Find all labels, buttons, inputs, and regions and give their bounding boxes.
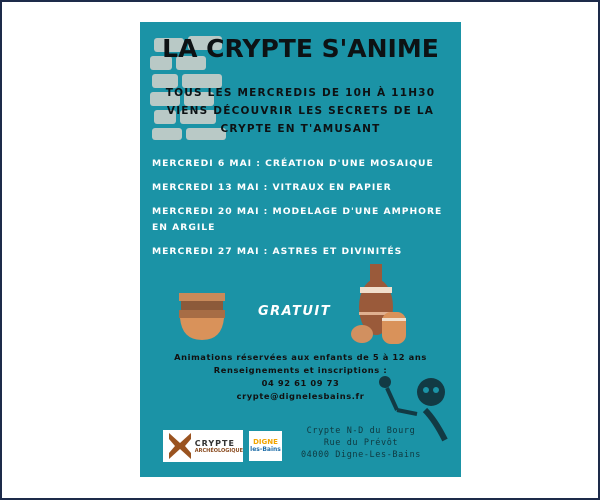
subtitle-line: TOUS LES MERCREDIS DE 10H À 11H30: [165, 87, 436, 99]
email-address: crypte@dignelesbains.fr: [236, 391, 365, 401]
subtitle-line: CRYPTE EN T'AMUSANT: [220, 123, 381, 135]
poster-subtitle: [140, 84, 461, 138]
logo-text: CRYPTE: [194, 438, 235, 448]
event-item: MERCREDI 27 MAI : ASTRES ET DIVINITÉS: [152, 246, 403, 257]
logo-text: les-Bains: [250, 446, 281, 453]
subtitle-line: VIENS DÉCOUVRIR LES SECRETS DE LA: [166, 105, 435, 117]
registration-label: Renseignements et inscriptions :: [213, 365, 388, 375]
address-line: Rue du Prévôt: [323, 438, 399, 448]
event-list: [152, 156, 457, 268]
address-line: Crypte N-D du Bourg: [306, 426, 416, 436]
phone-number: 04 92 61 09 73: [261, 378, 340, 388]
event-item: MERCREDI 20 MAI : MODELAGE D'UNE AMPHORE EN ARGILE: [152, 206, 443, 233]
logo-text: ARCHÉOLOGIQUE: [194, 447, 243, 454]
event-item: MERCREDI 6 MAI : CRÉATION D'UNE MOSAIQUE: [152, 158, 434, 169]
crypte-archeologique-logo: [163, 430, 243, 462]
event-poster: [140, 22, 461, 477]
amphora-illustration: [350, 262, 410, 347]
poster-title: LA CRYPTE S'ANIME: [162, 34, 439, 63]
address: [286, 425, 436, 461]
price-label: GRATUIT: [258, 304, 332, 319]
address-line: 04000 Digne-Les-Bains: [300, 450, 422, 460]
digne-les-bains-logo: [249, 431, 282, 461]
logo-text: DIGNE: [253, 438, 278, 446]
bowls-illustration: [176, 290, 228, 342]
cross-logo-icon: [167, 431, 191, 461]
age-info: Animations réservées aux enfants de 5 à 12 ans: [174, 352, 427, 362]
event-item: MERCREDI 13 MAI : VITRAUX EN PAPIER: [152, 182, 392, 193]
